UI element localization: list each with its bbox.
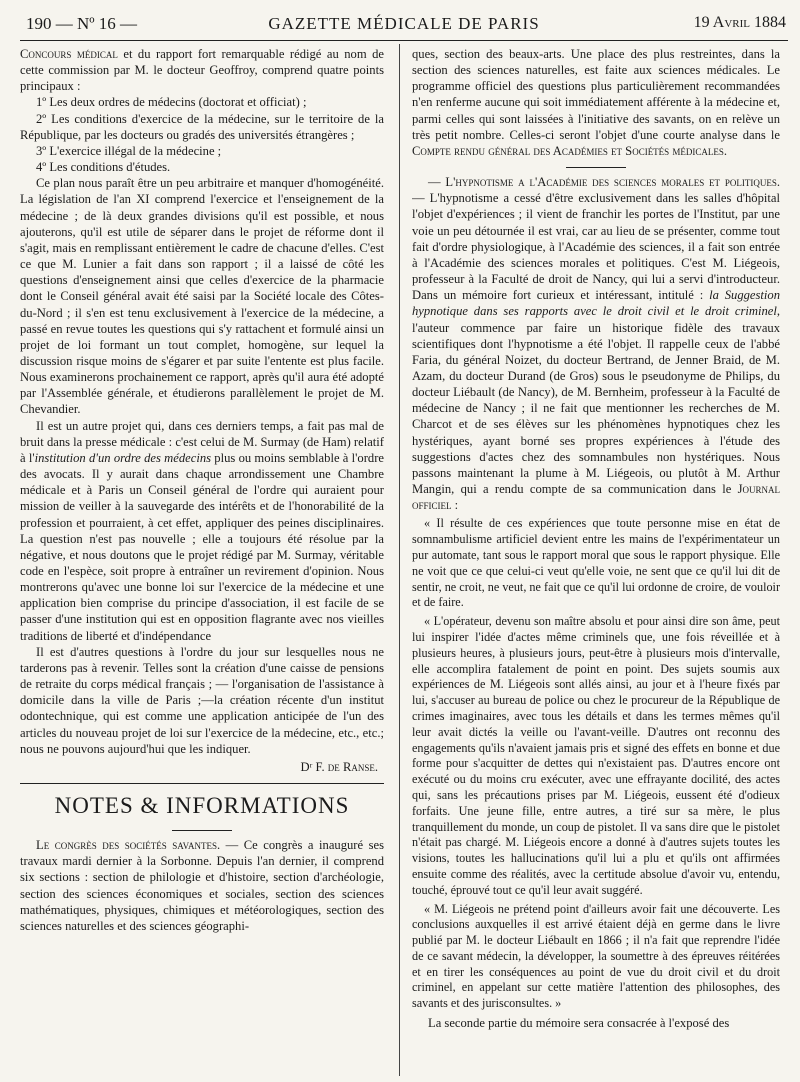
column-divider: [399, 44, 400, 1076]
issue-date: 19 Avril 1884: [693, 14, 786, 31]
paragraph-surmay: Il est un autre projet qui, dans ces derniers temps, a fait pas mal de bruit dans la presse médicale : c'est celui de M. Surmay (de Ham) relatif à l'institution d'un ordre des médecins plus ou moins semblable à l'ordre des avocats. Il y aurait dans chaque arrondissement une Chambre médicale et à Paris un Conseil général de l'ordre qui auraient pour mission de veiller à la sauvegarde des intérêts et de l'honorabilité de la profession et pourraient, à cet effet, appliquer des peines disciplinaires. La question n'est pas nouvelle ; elle a toujours été résolue par la négative, et nous doutons que le projet rédigé par M. Surmay, véritable code en l'espèce, soit propre à entraîner un revirement d'opinion. Nous montrerons qu'avec une bonne loi sur l'exercice de la médecine et une application bien comprise du principe d'association, il est facile de se passer d'une institution qui est en opposition flagrante avec nos vieilles traditions de liberté et d'indépendance: [20, 418, 384, 643]
journal-title: GAZETTE MÉDICALE DE PARIS: [268, 14, 540, 33]
point-3: 3º L'exercice illégal de la médecine ;: [36, 143, 222, 158]
page-header: [20, 10, 788, 41]
paragraph-intro: Concours médical et du rapport fort remarquable rédigé au nom de cette commission par M. le docteur Geoffroy, comprend quatre points principaux :: [20, 47, 384, 94]
point-2: 2º Les conditions d'exercice de la médecine, sur le territoire de la République, par les docteurs ou gradés des universités étrangères ;: [20, 111, 384, 142]
section-heading: NOTES & INFORMATIONS: [54, 793, 350, 819]
section-rule: [20, 783, 384, 784]
journal-officiel-term: Journal officiel: [412, 482, 780, 513]
right-column: [412, 46, 780, 1072]
paragraph-other-questions: Il est d'autres questions à l'ordre du jour sur lesquelles nous ne tarderons pas à revenir. Telles sont la création d'une caisse de pensions de retraite du corps médical français ; — l'organisation de l'assistance à domicile dans la ville de Paris ;—la création récente d'un institut odontechnique, qui est comme une application anticipée de l'un des articles du nouveau projet de loi sur l'exercice de la médecine, etc., etc.; nous ne pouvons aujourd'hui que les indiquer.: [20, 644, 384, 756]
page-number: 190 — Nº 16 —: [26, 14, 138, 33]
paragraph-congres: Le congrès des sociétés savantes. — Ce congrès a inauguré ses travaux mardi dernier à la Sorbonne. Depuis l'an dernier, il comprend six sections : section de philologie et d'histoire, section d'archéologie, section des sciences économiques et sociales, section des sciences mathématiques, physiques, chimiques et météorologiques, section des sciences naturelles et des sciences géographi-: [20, 838, 384, 933]
congres-title: Le congrès des sociétés savantes.: [36, 838, 221, 853]
quote-paragraph-1: « Il résulte de ces expériences que toute personne mise en état de somnambulisme artificiel devient entre les mains de l'expérimentateur un pur automate, tant sous le rapport moral que sous le rapport physique. Elle ne voit que ce que celui-ci veut qu'elle voie, ne sent que ce qu'il lui dit de sentir, ne croit, ne veut, ne fait que ce qu'il lui ordonne de croire, de vouloir et de faire.: [412, 516, 780, 610]
heading-underline: [172, 830, 232, 831]
paragraph-congres-continued: ques, section des beaux-arts. Une place des plus restreintes, dans la section des sciences naturelles, est faite aux sciences médicales. Le programme officiel des questions plus particulièrement recommandées n'en renferme aucune qui soit immédiatement afférente à la médecine et, parmi celles qui sont laissées à l'initiative des savants, on en relève un très petit nombre. Celles-ci seront l'objet d'une courte analyse dans le Compte rendu général des Académies et Sociétés médicales.: [412, 47, 780, 158]
signature: Dʳ F. de Ranse.: [300, 759, 378, 774]
paragraph-plan: Ce plan nous paraît être un peu arbitraire et manquer d'homogénéité. La législation de l'an XI comprend l'exercice et l'enseignement de la médecine ; de là deux grandes divisions qu'il est possible, et nous ajouterons, qu'il est utile de séparer dans le projet de réforme dont il s'agit, mais en remplissant entièrement le cadre de chacune d'elles. C'est ce que M. Lunier a fait dans son rapport ; il a laissé de côté les questions d'enseignement ainsi que celles d'exercice de la pharmacie dont le Conseil général avait été saisi par la Société locale des Côtes-du-Nord ; il s'en est tenu exclusivement à l'exercice de la médecine, a passé en revue toutes les questions qui s'y rattachent et formulé ainsi un projet de loi formant un tout complet, homogène, sur lequel la discussion risque moins de s'égarer et par suite l'entente est plus facile. Nous examinerons prochainement ce rapport, après qu'il aura été adopté par l'Assemblée générale, et étudierons parallèlement le projet de M. Chevandier.: [20, 176, 384, 417]
point-1: 1º Les deux ordres de médecins (doctorat et officiat) ;: [36, 95, 307, 110]
paragraph-hypnotisme: — L'hypnotisme a l'Académie des sciences morales et politiques. — L'hypnotisme a cessé d'être exclusivement dans les salles d'hôpital l'objet d'expériences ; il vient de franchir les portes de l'Institut, par une voie un peu détournée il est vrai, car au lieu de se présenter, comme tout fait d'ordre physiologique, à l'Académie des sciences, il a fait son entrée à l'Académie des sciences morales et politiques. C'est M. Liégeois, professeur à la Faculté de droit de Nancy, qui lui a servi d'introducteur. Dans un mémoire fort curieux et intéressant, intitulé : la Suggestion hypnotique dans ses rapports avec le droit civil et le droit criminel, l'auteur commence par faire un historique fidèle des travaux scientifiques dont l'hypnotisme a été l'objet. Il rappelle ceux de l'abbé Faria, du général Noizet, du docteur Bertrand, de Jenner Braid, de M. Azam, du docteur Durand (de Gros) sous le pseudonyme de Philips, du docteur Liébault (de Nancy), de M. Bernheim, professeur à la Faculté de médecine de Nancy ; il ne fait que mentionner les recherches de M. Charcot et de ses élèves sur les phénomènes hypnotiques chez les hystériques, ayant borné ses propres expériences à l'étude des suggestions d'actes chez des somnambules non hystériques. Nous passons maintenant la plume à M. Liégeois, ou plutôt à M. Arthur Mangin, qui a rendu compte de sa communication dans le Journal officiel :: [412, 175, 780, 513]
compte-rendu-term: Compte rendu général des Académies et Sociétés médicales: [412, 143, 724, 158]
hypnotisme-title: — L'hypnotisme a l'Académie des sciences morales et politiques.: [428, 175, 780, 190]
item-separator: [566, 167, 626, 168]
point-4: 4º Les conditions d'études.: [36, 160, 171, 175]
quote-paragraph-2: « L'opérateur, devenu son maître absolu et pour ainsi dire son âme, peut lui inspirer l'idée d'actes même criminels que, une fois réveillée et à plusieurs heures, à plusieurs jours, peut-être à plusieurs mois d'intervalle, elle accomplira fatalement de point en point. Des sujets soumis aux expériences de M. Liégeois sont allés ainsi, au jour et à l'heure fixés par lui, s'accuser au bureau de police ou chez le procureur de la République de crimes imaginaires, avec tous les détails et dans les termes mêmes qu'il leur avait dictés la veille ou l'avant-veille. D'autres ont reconnu des engagements qu'ils n'avaient jamais pris et signé des effets en bonne et due forme pour s'acquitter de dettes qui n'existaient pas. D'autres encore ont exécuté ou du moins cru exécuter, avec une effrayante docilité, des actes qui, sans les précautions prises par M. Liégeois, eussent été d'odieux forfaits. Une jeune fille, entre autres, a tiré sur sa mère, le plus tranquillement du monde, un coup de pistolet. Il va sans dire que le pistolet n'était pas chargé. M. Liégeois encore a donné à d'autres sujets toutes les visions, toutes les hallucinations qu'il lui a plu et qu'ils ont affirmées ensuite comme des réalités, avec la certitude absolue d'avoir vu, entendu, touché, éprouvé tout ce qu'il leur avait suggéré.: [412, 614, 780, 897]
quote-paragraph-3: « M. Liégeois ne prétend point d'ailleurs avoir fait une découverte. Les conclusions auxquelles il est arrivé étaient déjà en germe dans le livre publié par M. le docteur Liébault en 1866 ; il n'a fait que reprendre l'idée de ce savant médecin, la développer, la soumettre à des épreuves réitérées et en tirer les conséquences au point de vue du droit civil et du droit criminel, en appelant sur cette matière l'attention des philosophes, des savants et des jurisconsultes. »: [412, 901, 780, 1011]
left-column: [20, 46, 384, 1072]
memoir-title: la Suggestion hypnotique dans ses rapports avec le droit civil et le droit criminel: [412, 288, 780, 319]
institution-title: institution d'un ordre des médecins: [34, 450, 212, 465]
concours-medical-term: Concours médical: [20, 47, 118, 61]
paragraph-second-part: La seconde partie du mémoire sera consacrée à l'exposé des: [428, 1016, 730, 1031]
